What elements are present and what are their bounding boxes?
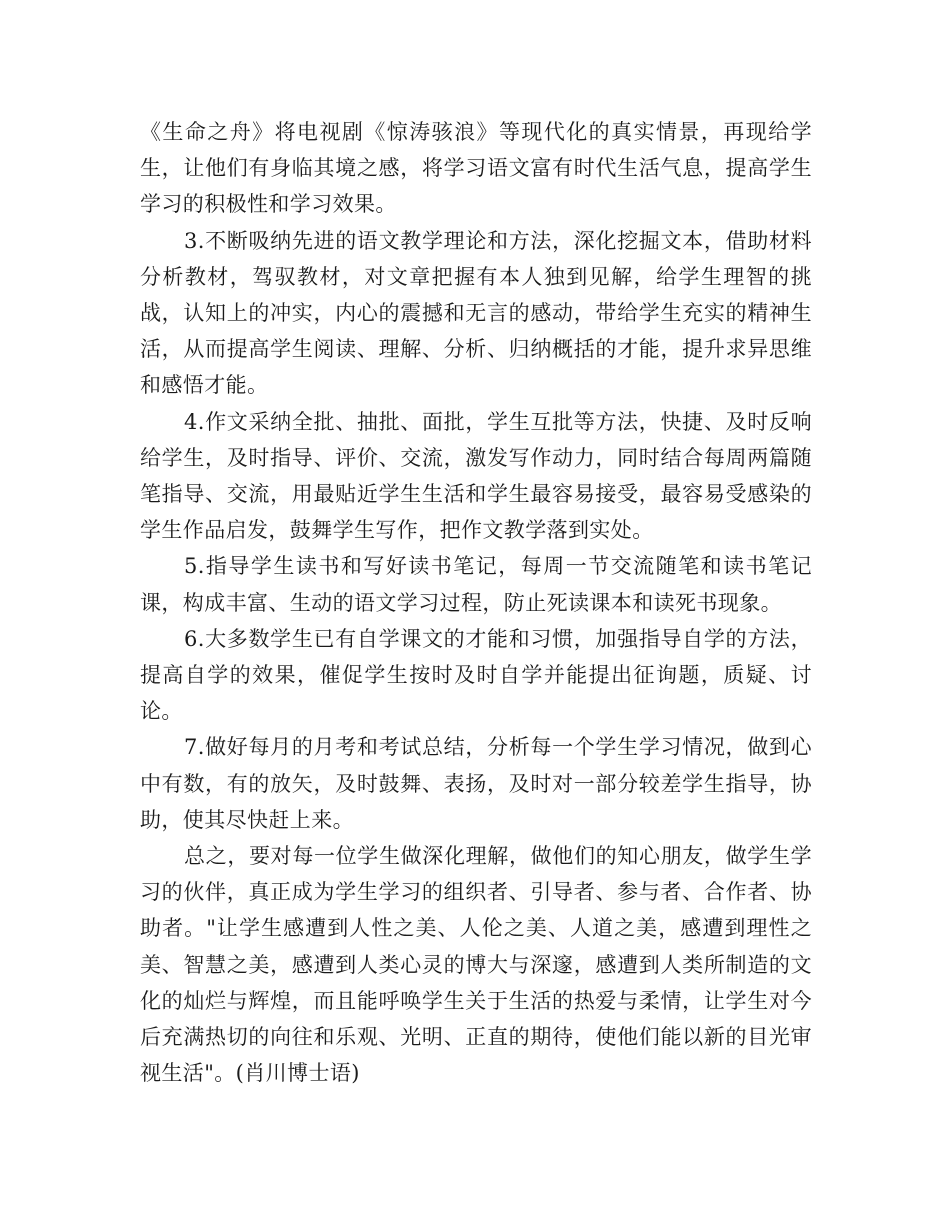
paragraph-item-6: 6.大多数学生已有自学课文的才能和习惯，加强指导自学的方法，提高自学的效果，催促学生按时及时自学并能提出征询题，质疑、讨论。	[140, 626, 812, 724]
paragraph-item-3: 3.不断吸纳先进的语文教学理论和方法，深化挖掘文本，借助材料分析教材，驾驭教材，对文章把握有本人独到见解，给学生理智的挑战，认知上的冲实，内心的震撼和无言的感动，带给学生充实的精神生活，从而提高学生阅读、理解、分析、归纳概括的才能，提升求异思维和感悟才能。	[140, 228, 812, 398]
paragraph-item-4: 4.作文采纳全批、抽批、面批，学生互批等方法，快捷、及时反响给学生，及时指导、评价、交流，激发写作动力，同时结合每周两篇随笔指导、交流，用最贴近学生生活和学生最容易接受，最容易受感染的学生作品启发，鼓舞学生写作，把作文教学落到实处。	[140, 409, 812, 543]
paragraph-item-7: 7.做好每月的月考和考试总结，分析每一个学生学习情况，做到心中有数，有的放矢，及时鼓舞、表扬，及时对一部分较差学生指导，协助，使其尽快赶上来。	[140, 735, 812, 832]
document-page	[140, 114, 812, 1091]
paragraph-intro: 《生命之舟》将电视剧《惊涛骇浪》等现代化的真实情景，再现给学生，让他们有身临其境之感，将学习语文富有时代生活气息，提高学生学习的积极性和学习效果。	[140, 120, 812, 217]
paragraph-item-5: 5.指导学生读书和写好读书笔记，每周一节交流随笔和读书笔记课，构成丰富、生动的语文学习过程，防止死读课本和读死书现象。	[140, 554, 812, 615]
paragraph-summary: 总之，要对每一位学生做深化理解，做他们的知心朋友，做学生学习的伙伴，真正成为学生学习的组织者、引导者、参与者、合作者、协助者。"让学生感遭到人性之美、人伦之美、人道之美，感遭到理性之美、智慧之美，感遭到人类心灵的博大与深邃，感遭到人类所制造的文化的灿烂与辉煌，而且能呼唤学生关于生活的热爱与柔情，让学生对今后充满热切的向往和乐观、光明、正直的期待，使他们能以新的目光审视生活"。(肖川博士语)	[140, 844, 812, 1086]
